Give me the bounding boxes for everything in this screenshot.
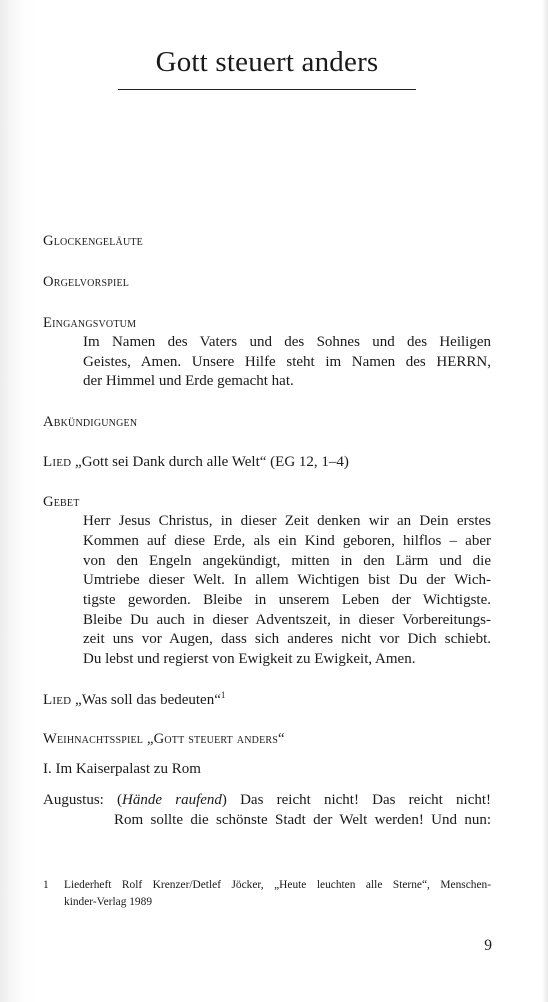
stage-direction-close: ) <box>221 791 227 808</box>
lied-label: Lied <box>43 454 72 471</box>
dialogue-augustus <box>43 790 491 830</box>
footnote-reference: 1 <box>220 689 226 700</box>
liturgy-content <box>43 231 491 830</box>
stage-direction-open: ( <box>117 791 123 808</box>
weihnachtsspiel-title: „Gott steuert anders“ <box>146 730 285 747</box>
eingangsvotum-text <box>43 333 491 392</box>
page-number: 9 <box>484 937 492 954</box>
heading-glockengelaeute: Glockengeläute <box>43 233 143 249</box>
dialogue-line <box>43 790 491 810</box>
weihnachtsspiel-label: Weihnachtsspiel <box>43 730 144 747</box>
stage-direction: Hände raufend <box>122 791 222 808</box>
text-line: Kommen auf diese Erde, als ein Kind geboren, hilflos – aber <box>83 532 491 549</box>
text-line: Herr Jesus Christus, in dieser Zeit denken wir an Dein erstes <box>83 513 491 530</box>
text-line: tigste geworden. Bleibe in unserem Leben der Wichtigste. <box>83 591 491 608</box>
text-line: von den Engeln angekündigt, mitten in den Lärm und die <box>83 552 491 569</box>
lied-gott-sei-dank <box>43 452 491 472</box>
text-line: Im Namen des Vaters und des Sohnes und des Heiligen <box>83 334 491 350</box>
lied-label: Lied <box>43 691 72 708</box>
lied-title: „Was soll das bedeuten“ <box>75 691 221 708</box>
heading-orgelvorspiel: Orgelvorspiel <box>43 274 130 290</box>
scene-heading: I. Im Kaiserpalast zu Rom <box>43 760 201 777</box>
text-line: zeit uns vor Augen, dass sich anderes nicht vor Dich schiebt. <box>83 631 491 648</box>
text-line: Geistes, Amen. Unsere Hilfe steht im Namen des HERRN, <box>83 353 491 370</box>
footnote-number: 1 <box>43 879 49 891</box>
speaker-name: Augustus: <box>43 791 104 808</box>
title-underline <box>118 89 416 90</box>
dialogue-line: Rom sollte die schönste Stadt der Welt werden! Und nun: <box>114 811 491 828</box>
lied-title: „Gott sei Dank durch alle Welt“ (EG 12, 1–4) <box>75 454 349 471</box>
page-title: Gott steuert anders <box>155 46 379 78</box>
heading-abkuendigungen: Abkündigungen <box>43 414 138 431</box>
text-line: Umtriebe dieser Welt. In allem Wichtigen bist Du der Wich- <box>83 572 491 589</box>
dialogue-text: Das reicht nicht! Das reicht nicht! <box>226 791 492 808</box>
footnote-line: Liederheft Rolf Krenzer/Detlef Jöcker, „Heute leuchten alle Sterne“, Menschen- <box>64 879 491 891</box>
heading-weihnachtsspiel <box>43 729 491 749</box>
lied-was-soll-das-bedeuten <box>43 690 491 710</box>
footnote-text <box>64 877 491 911</box>
text-line: der Himmel und Erde gemacht hat. <box>83 373 294 390</box>
text-line: Du lebst und regierst von Ewigkeit zu Ewigkeit, Amen. <box>83 651 416 668</box>
footnote-line: kinder-Verlag 1989 <box>64 896 153 908</box>
gebet-text <box>43 512 491 670</box>
heading-eingangsvotum: Eingangsvotum <box>43 315 137 331</box>
text-line: Bleibe Du auch in dieser Adventszeit, in dieser Vorbereitungs- <box>83 611 491 628</box>
footnote <box>43 877 491 911</box>
heading-gebet: Gebet <box>43 494 80 511</box>
